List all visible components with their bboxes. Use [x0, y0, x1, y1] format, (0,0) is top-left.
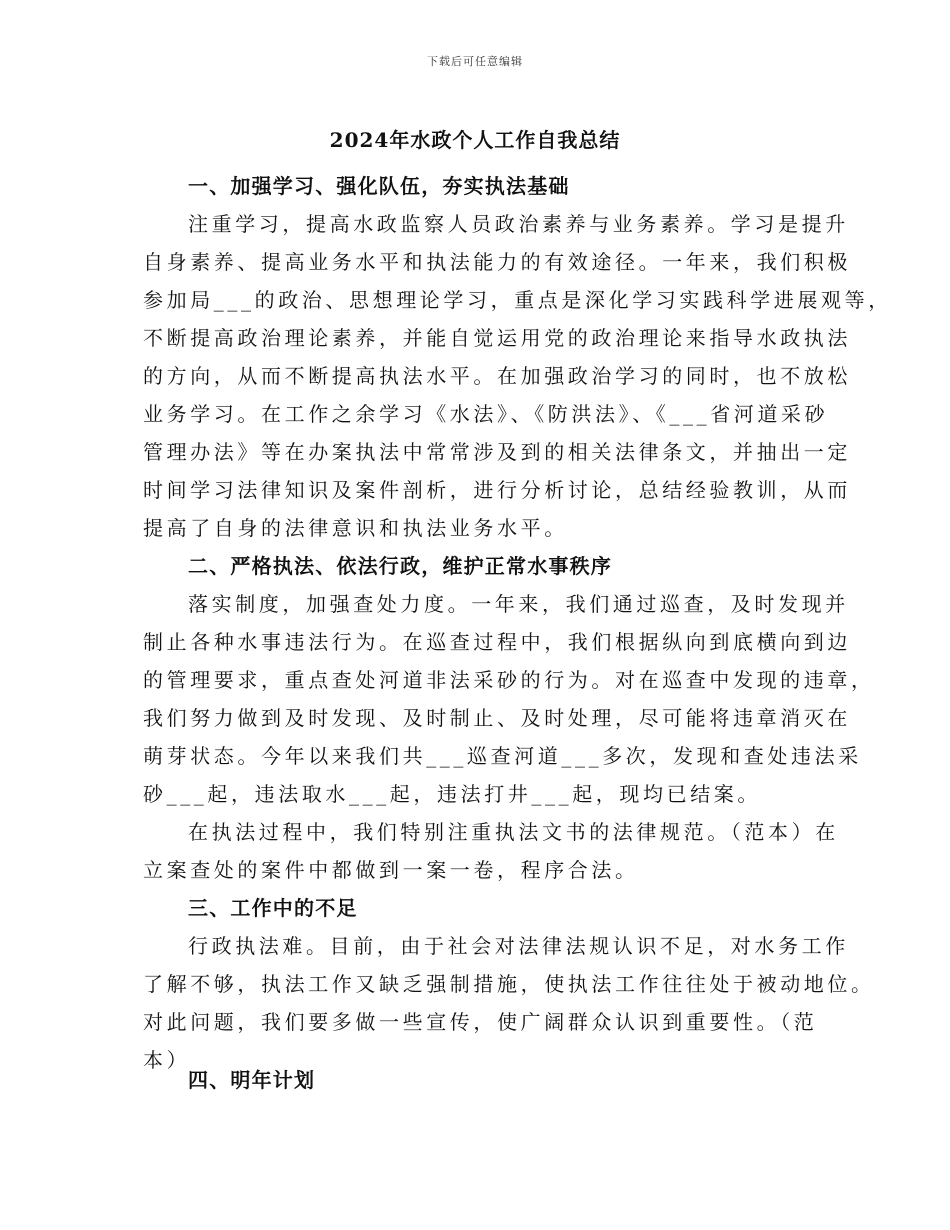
- paragraph-line: 行政执法难。目前，由于社会对法律法规认识不足，对水务工作: [188, 934, 849, 958]
- paragraph-line: 立案查处的案件中都做到一案一卷，程序合法。: [143, 858, 639, 882]
- paragraph-line: 的管理要求，重点查处河道非法采砂的行为。对在巡查中发现的违章，: [143, 668, 875, 692]
- paragraph-line: 的方向，从而不断提高执法水平。在加强政治学习的同时，也不放松: [143, 364, 851, 388]
- paragraph-line: 提高了自身的法律意识和执法业务水平。: [143, 516, 568, 540]
- paragraph-line: 业务学习。在工作之余学习《水法》、《防洪法》、《___省河道采砂: [143, 402, 829, 426]
- paragraph-line: 了解不够，执法工作又缺乏强制措施，使执法工作往往处于被动地位。: [143, 972, 875, 996]
- paragraph-line: 注重学习，提高水政监察人员政治素养与业务素养。学习是提升: [188, 212, 849, 236]
- section-heading-2: 二、严格执法、依法行政，维护正常水事秩序: [188, 554, 612, 578]
- paragraph-line: 砂___起，违法取水___起，违法打井___起，现均已结案。: [143, 782, 761, 806]
- paragraph-line: 时间学习法律知识及案件剖析，进行分析讨论，总结经验教训，从而: [143, 478, 851, 502]
- paragraph-line: 自身素养、提高业务水平和执法能力的有效途径。一年来，我们积极: [143, 250, 851, 274]
- paragraph-line: 落实制度，加强查处力度。一年来，我们通过巡查，及时发现并: [188, 592, 849, 616]
- paragraph-line: 管理办法》等在办案执法中常常涉及到的相关法律条文，并抽出一定: [143, 440, 851, 464]
- paragraph-line: 在执法过程中，我们特别注重执法文书的法律规范。（范本）在: [188, 820, 839, 844]
- paragraph-line: 我们努力做到及时发现、及时制止、及时处理，尽可能将违章消灭在: [143, 706, 851, 730]
- page-header-note: 下载后可任意编辑: [427, 55, 523, 68]
- section-heading-1: 一、加强学习、强化队伍，夯实执法基础: [188, 174, 570, 198]
- section-heading-4: 四、明年计划: [188, 1068, 316, 1092]
- paragraph-line: 本）: [143, 1048, 191, 1072]
- section-heading-3: 三、工作中的不足: [188, 896, 358, 920]
- paragraph-line: 制止各种水事违法行为。在巡查过程中，我们根据纵向到底横向到边: [143, 630, 851, 654]
- paragraph-line: 萌芽状态。今年以来我们共___巡查河道___多次，发现和查处违法采: [143, 744, 862, 768]
- paragraph-line: 对此问题，我们要多做一些宣传，使广阔群众认识到重要性。（范: [143, 1010, 818, 1034]
- paragraph-line: 参加局___的政治、思想理论学习，重点是深化学习实践科学进展观等，: [143, 288, 892, 312]
- paragraph-line: 不断提高政治理论素养，并能自觉运用党的政治理论来指导水政执法: [143, 326, 851, 350]
- document-title: 2024年水政个人工作自我总结: [329, 128, 621, 152]
